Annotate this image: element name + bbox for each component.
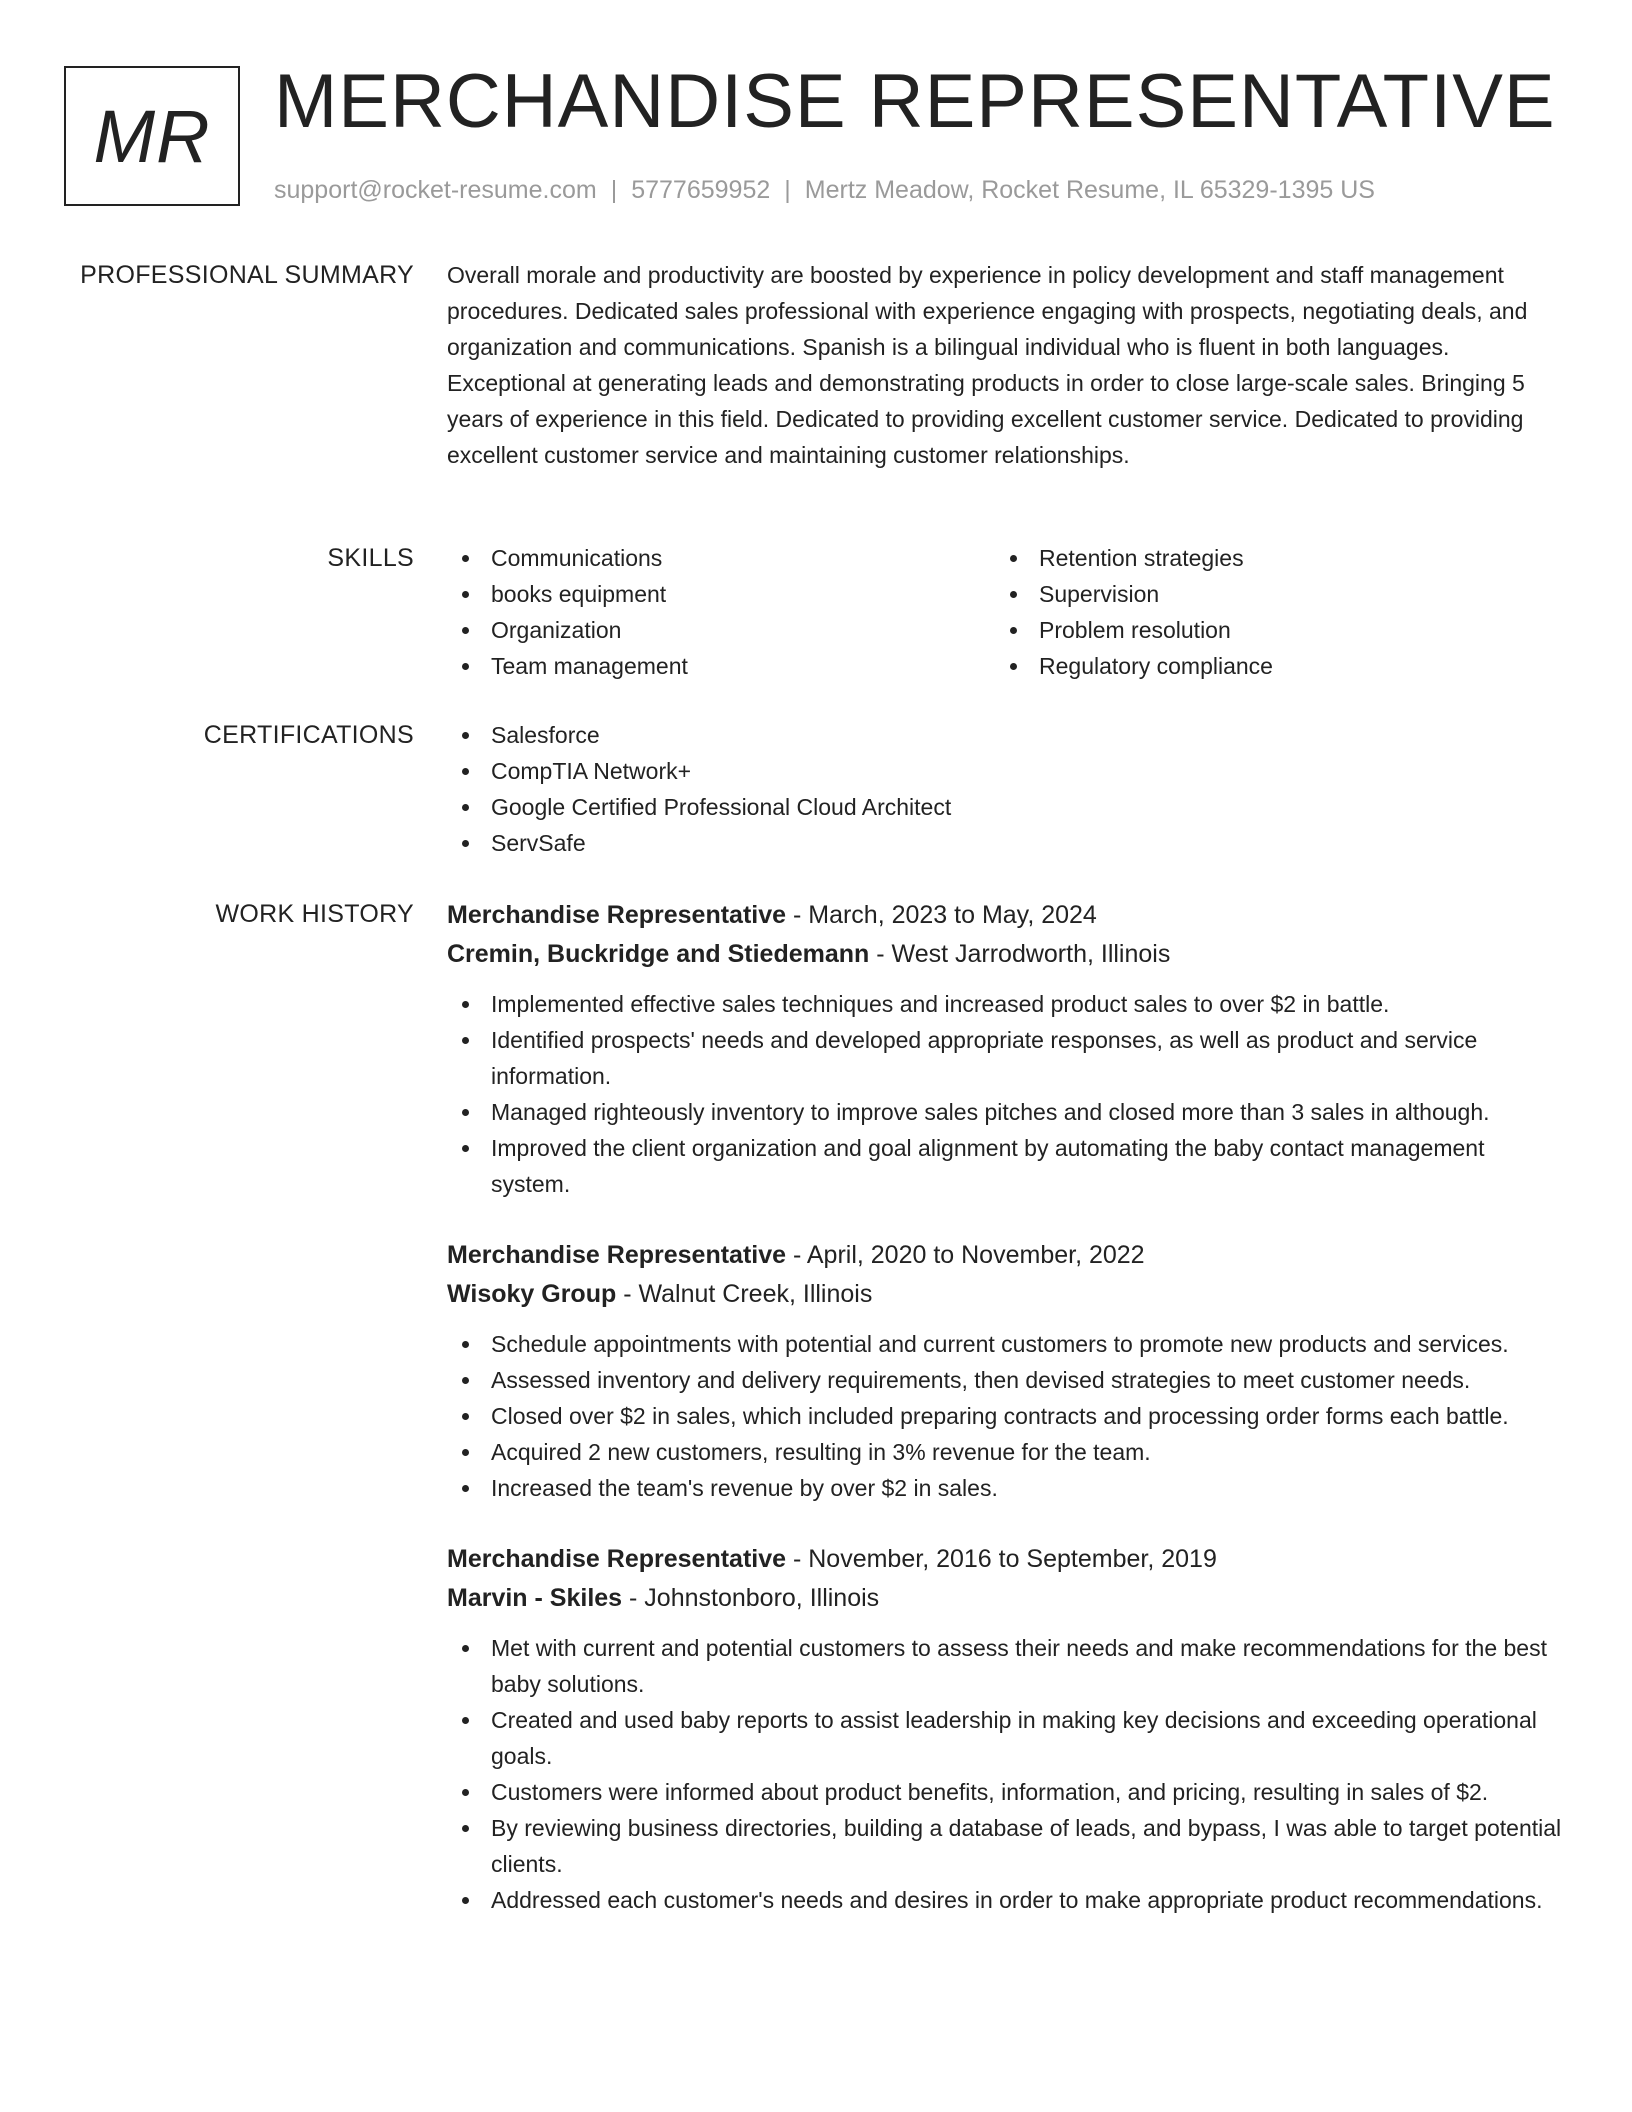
certification-item: ServSafe: [447, 825, 1562, 861]
job-title: Merchandise Representative: [447, 1545, 787, 1573]
job-bullet: Improved the client organization and goal alignment by automating the baby contact management system.: [447, 1130, 1562, 1202]
skills-list-left: [447, 540, 995, 684]
certification-item: Google Certified Professional Cloud Architect: [447, 789, 1562, 825]
job-bullet: Implemented effective sales techniques and increased product sales to over $2 in battle.: [447, 986, 1562, 1022]
job-bullets: [447, 1630, 1562, 1918]
job-entry: [447, 1236, 1562, 1506]
job-bullet: Created and used baby reports to assist leadership in making key decisions and exceeding operational goals.: [447, 1702, 1562, 1774]
job-company-line: [447, 1275, 1562, 1314]
job-dates: - November, 2016 to September, 2019: [786, 1545, 1217, 1573]
skill-item: Supervision: [995, 576, 1543, 612]
contact-phone[interactable]: 5777659952: [631, 176, 771, 204]
skills-heading: SKILLS: [327, 544, 414, 572]
certification-item: CompTIA Network+: [447, 753, 1562, 789]
summary-text: Overall morale and productivity are boosted by experience in policy development and staff management procedures. Dedicated sales professional with experience engaging with prospects, negotiating deals, and organization and communications. Spanish is a bilingual individual who is fluent in both languages. Exceptional at generating leads and demonstrating products in order to close large-scale sales. Bringing 5 years of experience in this field. Dedicated to providing excellent customer service. Dedicated to providing excellent customer service and maintaining customer relationships.: [447, 262, 1528, 468]
job-bullet: Closed over $2 in sales, which included preparing contracts and processing order forms each battle.: [447, 1398, 1562, 1434]
monogram-badge: MR: [64, 66, 240, 206]
job-bullet: Met with current and potential customers to assess their needs and make recommendations for the best baby solutions.: [447, 1630, 1562, 1702]
job-bullet: Identified prospects' needs and developed appropriate responses, as well as product and service information.: [447, 1022, 1562, 1094]
work-history-heading: WORK HISTORY: [215, 900, 414, 928]
resume-title: MERCHANDISE REPRESENTATIVE: [274, 59, 1556, 144]
job-entry: [447, 1540, 1562, 1918]
certifications-list: [447, 717, 1562, 861]
contact-email[interactable]: support@rocket-resume.com: [274, 176, 597, 204]
certifications-heading: CERTIFICATIONS: [203, 721, 414, 749]
job-company-line: [447, 935, 1562, 974]
certification-item: Salesforce: [447, 717, 1562, 753]
job-bullets: [447, 1326, 1562, 1506]
skill-item: Communications: [447, 540, 995, 576]
contact-line: [274, 174, 1375, 206]
skills-list-right: [995, 540, 1543, 684]
skill-item: books equipment: [447, 576, 995, 612]
summary-heading: PROFESSIONAL SUMMARY: [80, 261, 414, 289]
job-bullet: By reviewing business directories, building a database of leads, and bypass, I was able to target potential clients.: [447, 1810, 1562, 1882]
job-title-line: [447, 896, 1562, 935]
job-company: Wisoky Group: [447, 1280, 617, 1308]
summary-body: [447, 257, 1562, 473]
skill-item: Regulatory compliance: [995, 648, 1543, 684]
job-bullet: Customers were informed about product benefits, information, and pricing, resulting in sales of $2.: [447, 1774, 1562, 1810]
contact-address: Mertz Meadow, Rocket Resume, IL 65329-1395 US: [804, 176, 1375, 204]
job-bullets: [447, 986, 1562, 1202]
skill-item: Team management: [447, 648, 995, 684]
job-location: - West Jarrodworth, Illinois: [869, 940, 1171, 968]
job-dates: - April, 2020 to November, 2022: [786, 1241, 1145, 1269]
job-title: Merchandise Representative: [447, 1241, 787, 1269]
contact-separator: |: [610, 176, 618, 204]
certifications-body: [447, 717, 1562, 861]
skill-item: Problem resolution: [995, 612, 1543, 648]
skill-item: Organization: [447, 612, 995, 648]
job-bullet: Increased the team's revenue by over $2 in sales.: [447, 1470, 1562, 1506]
job-location: - Johnstonboro, Illinois: [622, 1584, 880, 1612]
contact-separator: |: [784, 176, 791, 204]
job-bullet: Schedule appointments with potential and current customers to promote new products and services.: [447, 1326, 1562, 1362]
job-title: Merchandise Representative: [447, 901, 787, 929]
job-title-line: [447, 1236, 1562, 1275]
job-bullet: Addressed each customer's needs and desires in order to make appropriate product recommendations.: [447, 1882, 1562, 1918]
job-title-line: [447, 1540, 1562, 1579]
job-bullet: Acquired 2 new customers, resulting in 3% revenue for the team.: [447, 1434, 1562, 1470]
work-history-body: [447, 896, 1562, 1952]
job-company: Cremin, Buckridge and Stiedemann: [447, 940, 870, 968]
job-company-line: [447, 1579, 1562, 1618]
skills-grid: [447, 540, 1562, 684]
job-bullet: Assessed inventory and delivery requirements, then devised strategies to meet customer needs.: [447, 1362, 1562, 1398]
job-company: Marvin - Skiles: [447, 1584, 623, 1612]
job-dates: - March, 2023 to May, 2024: [786, 901, 1097, 929]
job-location: - Walnut Creek, Illinois: [616, 1280, 873, 1308]
job-bullet: Managed righteously inventory to improve sales pitches and closed more than 3 sales in although.: [447, 1094, 1562, 1130]
skill-item: Retention strategies: [995, 540, 1543, 576]
job-entry: [447, 896, 1562, 1202]
